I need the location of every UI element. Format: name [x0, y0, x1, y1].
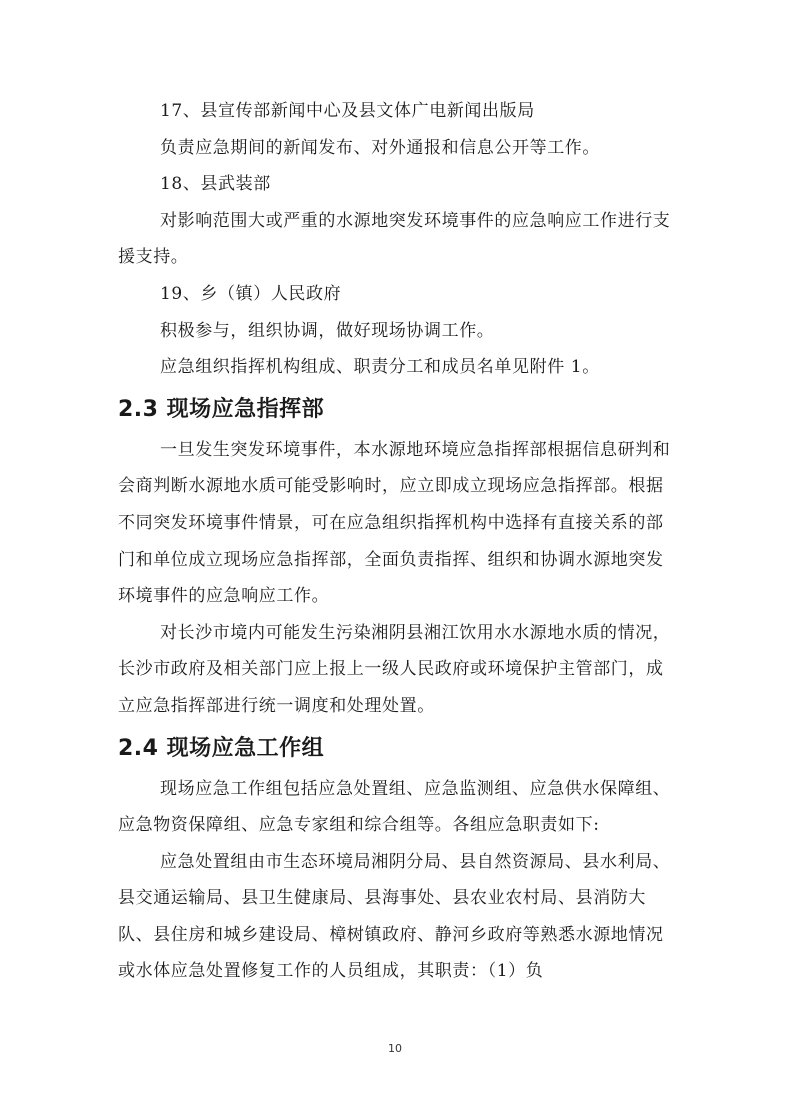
paragraph-item-18-duty: 对影响范围大或严重的水源地突发环境事件的应急响应工作进行支援支持。 — [118, 210, 671, 268]
paragraph-item-19: 19、乡（镇）人民政府 — [160, 283, 342, 304]
page-content — [118, 93, 678, 990]
section-heading-2-4: 2.4 现场应急工作组 — [118, 735, 325, 761]
section-2-3-paragraph-1: 一旦发生突发环境事件，本水源地环境应急指挥部根据信息研判和会商判断水源地水质可能受影响时，应立即成立现场应急指挥部。根据不同突发环境事件情景，可在应急组织指挥机构中选择有直接关系的部门和单位成立现场应急指挥部，全面负责指挥、组织和协调水源地突发环境事件的应急响应工作。 — [118, 439, 671, 607]
paragraph-item-19-duty: 积极参与，组织协调，做好现场协调工作。 — [160, 320, 495, 341]
section-heading-2-3: 2.3 现场应急指挥部 — [118, 396, 325, 422]
paragraph-item-17: 17、县宣传部新闻中心及县文体广电新闻出版局 — [160, 101, 535, 121]
section-2-4-paragraph-1: 现场应急工作组包括应急处置组、应急监测组、应急供水保障组、应急物资保障组、应急专家组和综合组等。各组应急职责如下: — [118, 778, 671, 836]
section-2-3-paragraph-2: 对长沙市境内可能发生污染湘阴县湘江饮用水水源地水质的情况，长沙市政府及相关部门应上报上一级人民政府或环境保护主管部门，成立应急指挥部进行统一调度和处理处置。 — [118, 622, 671, 716]
page-number: 10 — [388, 1042, 402, 1055]
paragraph-item-17-duty: 负责应急期间的新闻发布、对外通报和信息公开等工作。 — [160, 137, 600, 158]
paragraph-appendix-note: 应急组织指挥机构组成、职责分工和成员名单见附件 1。 — [160, 357, 600, 378]
section-2-4-paragraph-2: 应急处置组由市生态环境局湘阴分局、县自然资源局、县水利局、县交通运输局、县卫生健康局、县海事处、县农业农村局、县消防大队、县住房和城乡建设局、樟树镇政府、静河乡政府等熟悉水源地情况或水体应急处置修复工作的人员组成，其职责：（1）负 — [118, 851, 671, 982]
paragraph-item-18: 18、县武装部 — [160, 174, 271, 195]
